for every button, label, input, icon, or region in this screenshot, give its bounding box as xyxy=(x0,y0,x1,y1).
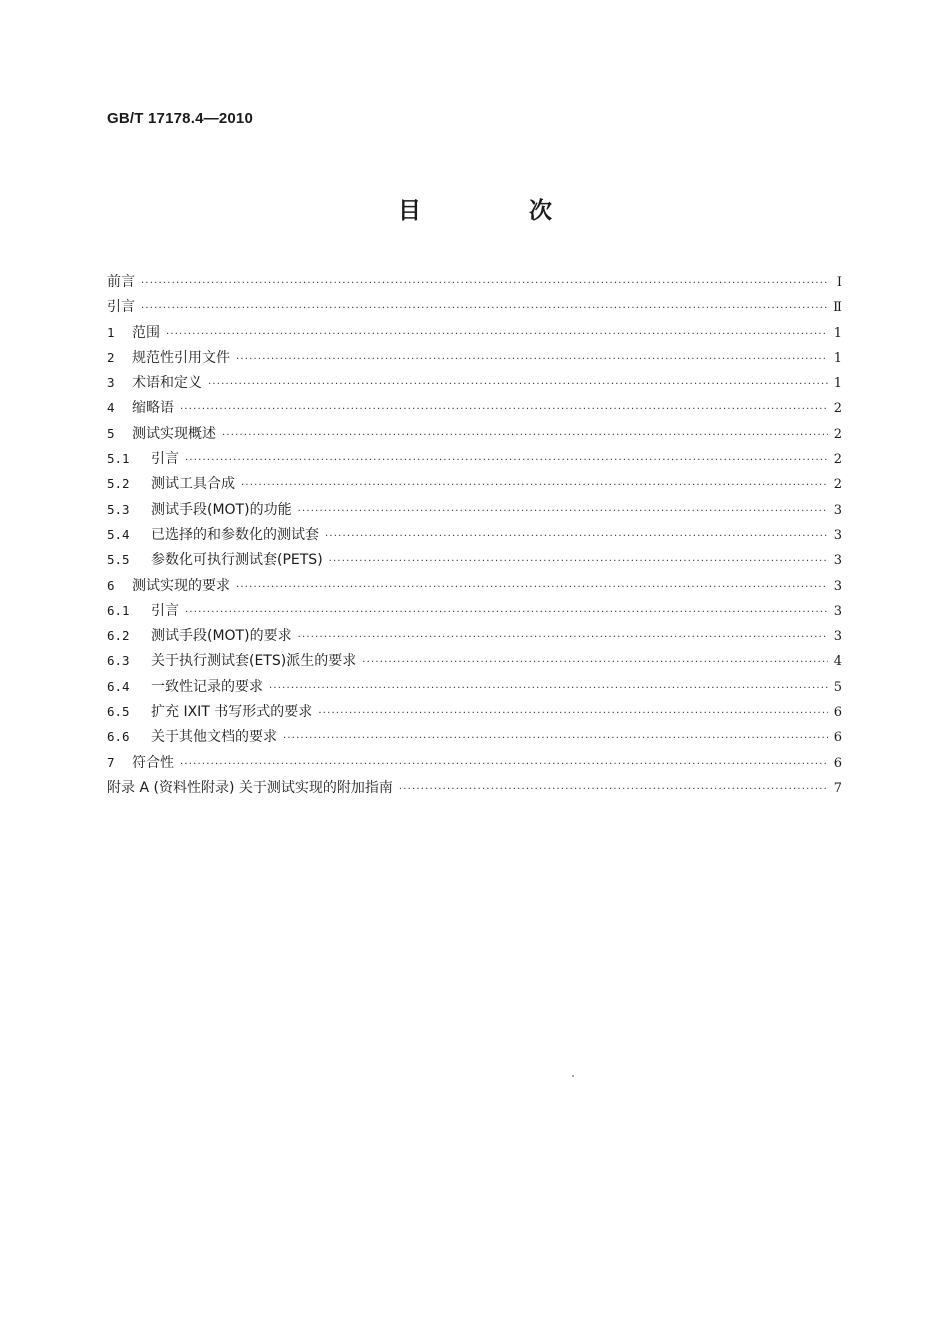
toc-entry-title: 扩充 IXIT 书写形式的要求 xyxy=(151,704,313,721)
toc-entry[interactable] xyxy=(107,650,842,675)
toc-entry-page: 6 xyxy=(833,755,842,771)
toc-entry-title: 测试实现概述 xyxy=(132,425,216,442)
toc-entry-page: 3 xyxy=(833,603,842,619)
toc-entry-number: 2 xyxy=(107,349,115,365)
toc-entry-page: 6 xyxy=(833,705,842,721)
toc-entry[interactable] xyxy=(107,524,842,549)
toc-dot-leader xyxy=(318,709,828,719)
toc-dot-leader xyxy=(236,583,828,593)
toc-entry-number: 6.5 xyxy=(107,704,130,720)
toc-entry-page: 7 xyxy=(833,780,842,796)
toc-entry[interactable] xyxy=(107,549,842,574)
toc-entry-number: 6.1 xyxy=(107,602,130,618)
toc-dot-leader xyxy=(236,355,828,365)
toc-entry-number: 5.2 xyxy=(107,476,130,492)
toc-entry-number: 5.5 xyxy=(107,552,130,568)
toc-entry[interactable] xyxy=(107,296,842,321)
toc-entry-title: 规范性引用文件 xyxy=(132,349,230,366)
toc-dot-leader xyxy=(283,734,828,744)
toc-entry-number: 5 xyxy=(107,425,115,441)
toc-entry-page: 2 xyxy=(833,452,842,468)
toc-entry-title: 测试实现的要求 xyxy=(132,577,230,594)
toc-entry-page: 2 xyxy=(833,426,842,442)
toc-dot-leader xyxy=(141,279,828,289)
toc-dot-leader xyxy=(362,658,828,668)
toc-dot-leader xyxy=(329,557,828,567)
toc-entry[interactable] xyxy=(107,752,842,777)
toc-entry[interactable] xyxy=(107,448,842,473)
toc-entry-page: Ⅰ xyxy=(836,275,842,290)
toc-entry-title: 附录 A (资料性附录) 关于测试实现的附加指南 xyxy=(107,779,393,796)
toc-entry[interactable] xyxy=(107,372,842,397)
toc-entry-number: 6.4 xyxy=(107,678,130,694)
toc-dot-leader xyxy=(185,608,828,618)
toc-entry[interactable] xyxy=(107,726,842,751)
toc-entry[interactable] xyxy=(107,777,842,802)
toc-entry[interactable] xyxy=(107,473,842,498)
toc-entry-page: 3 xyxy=(833,578,842,594)
toc-entry-title: 关于其他文档的要求 xyxy=(151,729,277,746)
toc-dot-leader xyxy=(269,684,828,694)
toc-entry-title: 测试手段(MOT)的要求 xyxy=(151,628,292,645)
toc-entry-number: 6.2 xyxy=(107,628,130,644)
toc-entry-title: 引言 xyxy=(107,299,135,316)
toc-entry-number: 5.1 xyxy=(107,451,130,467)
toc-entry[interactable] xyxy=(107,701,842,726)
toc-entry-page: 1 xyxy=(833,376,842,392)
toc-entry-page: 3 xyxy=(833,502,842,518)
toc-entry-page: 3 xyxy=(833,553,842,569)
toc-entry-title: 引言 xyxy=(151,451,179,468)
toc-entry-title: 引言 xyxy=(151,602,179,619)
page-title: 目 次 xyxy=(397,198,602,224)
toc-entry-page: 3 xyxy=(833,527,842,543)
toc-entry-number: 4 xyxy=(107,400,115,416)
toc-entry-title: 符合性 xyxy=(132,754,174,771)
toc-entry[interactable] xyxy=(107,423,842,448)
toc-entry-page: 3 xyxy=(833,629,842,645)
toc-entry-title: 参数化可执行测试套(PETS) xyxy=(151,552,323,569)
table-of-contents xyxy=(107,271,842,802)
toc-entry-number: 1 xyxy=(107,324,115,340)
toc-entry[interactable] xyxy=(107,347,842,372)
toc-entry-title: 已选择的和参数化的测试套 xyxy=(151,526,319,543)
toc-dot-leader xyxy=(241,481,828,491)
toc-entry-number: 5.3 xyxy=(107,501,130,517)
scan-speck xyxy=(572,1075,574,1077)
toc-entry-page: 2 xyxy=(833,401,842,417)
toc-entry-page: 6 xyxy=(833,730,842,746)
toc-entry-number: 6.3 xyxy=(107,653,130,669)
toc-entry-page: 1 xyxy=(833,325,842,341)
toc-entry-title: 缩略语 xyxy=(132,400,174,417)
toc-entry-page: Ⅱ xyxy=(833,300,842,316)
toc-entry[interactable] xyxy=(107,271,842,296)
toc-entry[interactable] xyxy=(107,322,842,347)
toc-dot-leader xyxy=(399,785,828,795)
toc-entry-page: 1 xyxy=(833,350,842,366)
toc-entry-title: 关于执行测试套(ETS)派生的要求 xyxy=(151,653,357,670)
toc-entry[interactable] xyxy=(107,575,842,600)
toc-entry-title: 测试工具合成 xyxy=(151,476,235,493)
standard-code: GB/T 17178.4—2010 xyxy=(107,110,253,127)
toc-dot-leader xyxy=(298,633,828,643)
toc-entry-number: 6.6 xyxy=(107,729,130,745)
toc-entry[interactable] xyxy=(107,676,842,701)
toc-entry-number: 3 xyxy=(107,375,115,391)
toc-dot-leader xyxy=(180,760,828,770)
toc-entry-page: 5 xyxy=(833,679,842,695)
toc-dot-leader xyxy=(166,330,828,340)
toc-entry-title: 范围 xyxy=(132,324,160,341)
toc-entry-number: 7 xyxy=(107,754,115,770)
toc-entry[interactable] xyxy=(107,600,842,625)
toc-dot-leader xyxy=(208,380,828,390)
toc-dot-leader xyxy=(325,532,828,542)
toc-dot-leader xyxy=(141,304,828,314)
toc-entry-title: 前言 xyxy=(107,274,135,290)
toc-entry-title: 测试手段(MOT)的功能 xyxy=(151,501,292,518)
toc-dot-leader xyxy=(298,507,828,517)
toc-dot-leader xyxy=(222,431,828,441)
toc-dot-leader xyxy=(180,405,828,415)
toc-entry[interactable] xyxy=(107,625,842,650)
toc-entry-number: 6 xyxy=(107,577,115,593)
toc-entry-title: 一致性记录的要求 xyxy=(151,678,263,695)
toc-dot-leader xyxy=(185,456,828,466)
toc-entry-title: 术语和定义 xyxy=(132,375,202,392)
toc-entry[interactable] xyxy=(107,397,842,422)
toc-entry[interactable] xyxy=(107,499,842,524)
toc-entry-page: 2 xyxy=(833,477,842,493)
toc-entry-page: 4 xyxy=(833,654,842,670)
toc-entry-number: 5.4 xyxy=(107,526,130,542)
